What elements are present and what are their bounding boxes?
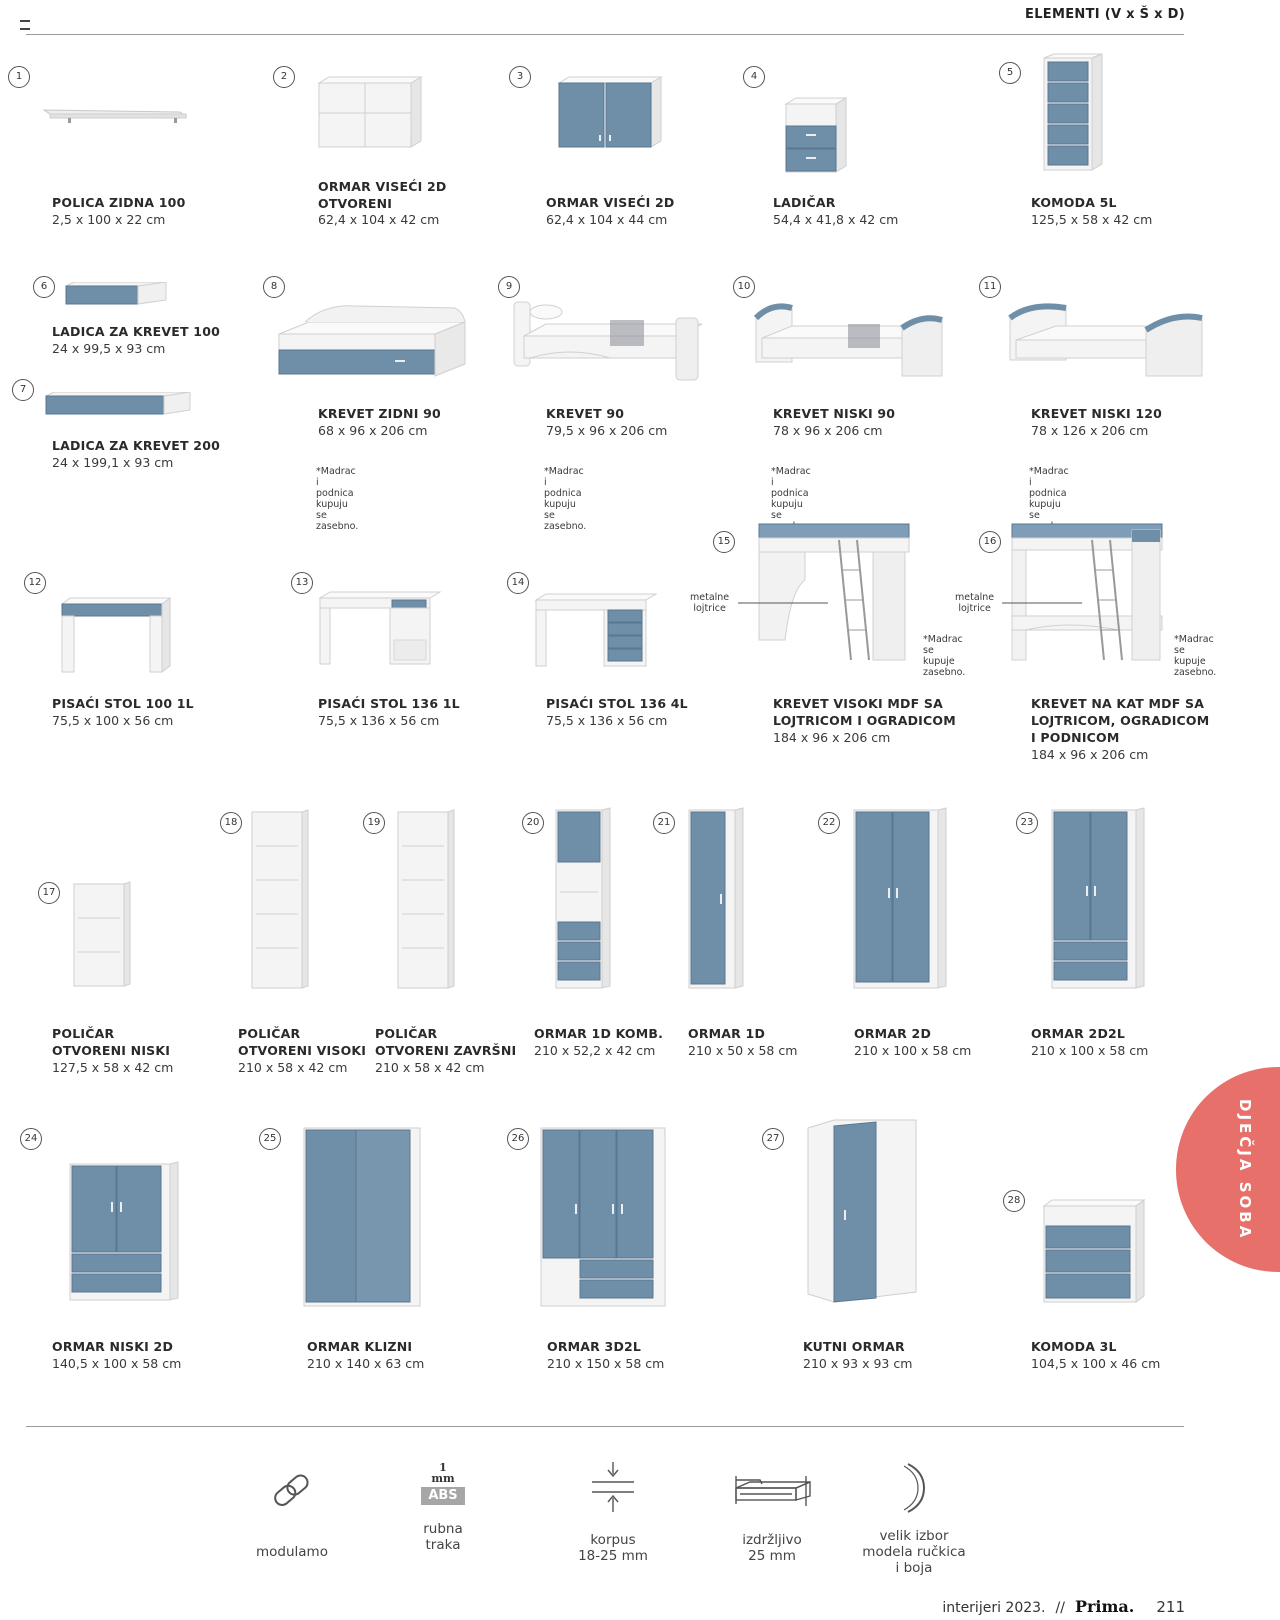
item-number: 12 xyxy=(24,572,46,594)
product-note: zasebno. xyxy=(1174,667,1217,678)
product-name: ORMAR 2D xyxy=(854,1026,932,1041)
product-dimensions: 24 x 99,5 x 93 cm xyxy=(52,341,166,356)
product-name: LADICA ZA KREVET 200 xyxy=(52,438,220,453)
page-footer xyxy=(942,1597,1185,1616)
page-title: ELEMENTI (V x Š x D) xyxy=(1025,7,1185,22)
product-dimensions: 54,4 x 41,8 x 42 cm xyxy=(773,212,899,227)
ladder-callout: lojtrice xyxy=(958,603,991,614)
product-dimensions: 24 x 199,1 x 93 cm xyxy=(52,455,174,470)
product-name: OTVORENI VISOKI xyxy=(238,1043,367,1058)
product-note: kupuju se zasebno. xyxy=(316,499,359,532)
wardrobe-3d2l-illustration xyxy=(537,1124,673,1312)
product-dimensions: 125,5 x 58 x 42 cm xyxy=(1031,212,1153,227)
item-number: 17 xyxy=(38,882,60,904)
product-note: *Madrac xyxy=(923,634,963,645)
item-number: 6 xyxy=(33,276,55,298)
item-number: 24 xyxy=(20,1128,42,1150)
product-note: *Madrac i podnica xyxy=(1029,466,1069,499)
low-wardrobe-2d-illustration xyxy=(66,1160,182,1306)
product-dimensions: 104,5 x 100 x 46 cm xyxy=(1031,1356,1161,1371)
abs-edge-thickness: 1 xyxy=(439,1461,447,1474)
feature-label: izdržljivo xyxy=(742,1532,802,1548)
product-dimensions: 75,5 x 136 x 56 cm xyxy=(318,713,440,728)
item-number: 10 xyxy=(733,276,755,298)
wall-bed-illustration xyxy=(275,300,470,392)
feature-label: velik izbor xyxy=(879,1528,949,1544)
item-number: 2 xyxy=(273,66,295,88)
ladder-callout: metalne xyxy=(955,592,995,603)
product-dimensions: 78 x 126 x 206 cm xyxy=(1031,423,1149,438)
product-dimensions: 210 x 140 x 63 cm xyxy=(307,1356,425,1371)
ladder-callout: lojtrice xyxy=(693,603,726,614)
product-name: ORMAR 2D2L xyxy=(1031,1026,1126,1041)
product-note: kupuju se xyxy=(1029,499,1061,521)
product-dimensions: 68 x 96 x 206 cm xyxy=(318,423,428,438)
link-icon xyxy=(267,1466,317,1516)
item-number: 27 xyxy=(762,1128,784,1150)
bed-drawer-200-illustration xyxy=(42,392,197,418)
product-note: *Madrac i podnica xyxy=(771,466,811,499)
footer-separator: // xyxy=(1055,1600,1065,1616)
product-dimensions: 210 x 93 x 93 cm xyxy=(803,1356,913,1371)
product-dimensions: 62,4 x 104 x 44 cm xyxy=(546,212,668,227)
item-number: 21 xyxy=(653,812,675,834)
ladder-callout: metalne xyxy=(690,592,730,603)
section-tab-line: DJEČJA xyxy=(1236,1099,1254,1174)
product-name: KREVET NISKI 90 xyxy=(773,406,896,421)
product-dimensions: 210 x 58 x 42 cm xyxy=(375,1060,485,1075)
product-name: POLICA ZIDNA 100 xyxy=(52,195,186,210)
product-dimensions: 75,5 x 100 x 56 cm xyxy=(52,713,174,728)
feature-label: traka xyxy=(425,1537,461,1553)
feature-modular xyxy=(236,1466,348,1560)
section-tab-label xyxy=(1198,1095,1258,1245)
product-name: LADICA ZA KREVET 100 xyxy=(52,324,220,339)
bottom-divider xyxy=(26,1426,1184,1427)
combo-wardrobe-1d-illustration xyxy=(552,806,617,994)
product-name: OTVORENI ZAVRŠNI xyxy=(375,1043,517,1058)
product-note: kupuju se zasebno. xyxy=(544,499,587,532)
product-name: ORMAR VISEĆI 2D xyxy=(318,179,447,194)
wall-shelf-illustration xyxy=(40,100,190,130)
product-name: LADIČAR xyxy=(773,195,836,210)
item-number: 14 xyxy=(507,572,529,594)
brand-logo: Prima. xyxy=(1074,1597,1135,1616)
abs-edge-unit: mm xyxy=(431,1472,455,1485)
item-number: 23 xyxy=(1016,812,1038,834)
product-dimensions: 62,4 x 104 x 42 cm xyxy=(318,212,440,227)
open-wall-cabinet-illustration xyxy=(315,75,430,155)
drawer-unit-illustration xyxy=(782,94,862,178)
product-name: POLIČAR xyxy=(52,1026,115,1041)
bunk-bed-illustration xyxy=(1008,520,1178,666)
menu-icon[interactable] xyxy=(20,20,30,30)
product-name: POLIČAR xyxy=(238,1026,301,1041)
item-number: 1 xyxy=(8,66,30,88)
product-note: *Madrac i podnica xyxy=(316,466,356,499)
item-number: 7 xyxy=(12,379,34,401)
product-name: I PODNICOM xyxy=(1031,730,1120,745)
footer-text: interijeri 2023. xyxy=(942,1600,1046,1616)
feature-label: 18-25 mm xyxy=(578,1548,648,1564)
product-name: KREVET NA KAT MDF SA xyxy=(1031,696,1205,711)
product-name: PISAĆI STOL 100 1L xyxy=(52,696,194,711)
item-number: 20 xyxy=(522,812,544,834)
feature-label: rubna xyxy=(423,1521,463,1537)
chest-3-drawers-illustration xyxy=(1040,1198,1152,1308)
product-name: KREVET ZIDNI 90 xyxy=(318,406,441,421)
item-number: 25 xyxy=(259,1128,281,1150)
low-bed-90-illustration xyxy=(752,298,947,386)
product-name: KREVET VISOKI MDF SA xyxy=(773,696,943,711)
product-name: OTVORENI xyxy=(318,196,393,211)
product-dimensions: 184 x 96 x 206 cm xyxy=(773,730,891,745)
item-number: 3 xyxy=(509,66,531,88)
feature-label: 25 mm xyxy=(748,1548,796,1564)
bed-90-illustration xyxy=(510,298,710,390)
item-number: 26 xyxy=(507,1128,529,1150)
product-dimensions: 210 x 50 x 58 cm xyxy=(688,1043,798,1058)
item-number: 18 xyxy=(220,812,242,834)
feature-body xyxy=(563,1460,663,1564)
product-note: se kupuje xyxy=(1174,645,1206,667)
product-note: kupuju se xyxy=(771,499,803,521)
page-number: 211 xyxy=(1156,1598,1185,1616)
item-number: 15 xyxy=(713,531,735,553)
item-number: 28 xyxy=(1003,1190,1025,1212)
item-number: 9 xyxy=(498,276,520,298)
product-name: KOMODA 5L xyxy=(1031,195,1117,210)
product-name: PISAĆI STOL 136 4L xyxy=(546,696,688,711)
product-name: KOMODA 3L xyxy=(1031,1339,1117,1354)
product-dimensions: 210 x 58 x 42 cm xyxy=(238,1060,348,1075)
wardrobe-2d2l-illustration xyxy=(1048,806,1148,994)
wall-cabinet-illustration xyxy=(555,75,670,155)
product-dimensions: 210 x 100 x 58 cm xyxy=(854,1043,972,1058)
feature-label: korpus xyxy=(590,1532,636,1548)
product-name: KUTNI ORMAR xyxy=(803,1339,905,1354)
end-open-shelf-illustration xyxy=(394,808,459,994)
product-name: LOJTRICOM, OGRADICOM xyxy=(1031,713,1210,728)
product-name: OTVORENI NISKI xyxy=(52,1043,171,1058)
item-number: 5 xyxy=(999,62,1021,84)
product-name: KREVET NISKI 120 xyxy=(1031,406,1163,421)
low-open-shelf-illustration xyxy=(70,880,135,992)
product-dimensions: 79,5 x 96 x 206 cm xyxy=(546,423,668,438)
item-number: 13 xyxy=(291,572,313,594)
product-note: se kupuje xyxy=(923,645,955,667)
feature-durable xyxy=(722,1466,822,1564)
section-tab-line: SOBA xyxy=(1236,1182,1254,1241)
product-name: ORMAR 1D KOMB. xyxy=(534,1026,664,1041)
item-number: 8 xyxy=(263,276,285,298)
item-number: 4 xyxy=(743,66,765,88)
product-dimensions: 75,5 x 136 x 56 cm xyxy=(546,713,668,728)
desk-136-4l-illustration xyxy=(532,590,662,674)
bed-icon xyxy=(730,1466,814,1510)
abs-edge-icon xyxy=(421,1462,465,1505)
product-dimensions: 78 x 96 x 206 cm xyxy=(773,423,883,438)
product-name: KREVET 90 xyxy=(546,406,625,421)
product-name: LOJTRICOM I OGRADICOM xyxy=(773,713,956,728)
low-bed-120-illustration xyxy=(1006,298,1206,386)
product-note: *Madrac xyxy=(1174,634,1214,645)
product-name: ORMAR 3D2L xyxy=(547,1339,642,1354)
corner-wardrobe-illustration xyxy=(804,1118,924,1308)
feature-label: modulamo xyxy=(256,1544,328,1560)
product-name: ORMAR NISKI 2D xyxy=(52,1339,174,1354)
product-name: ORMAR 1D xyxy=(688,1026,766,1041)
wardrobe-1d-illustration xyxy=(685,806,750,994)
feature-handles xyxy=(858,1460,970,1576)
desk-100-1l-illustration xyxy=(58,594,178,678)
feature-edge xyxy=(398,1462,488,1553)
wardrobe-2d-illustration xyxy=(850,806,950,994)
product-name: ORMAR KLIZNI xyxy=(307,1339,413,1354)
item-number: 16 xyxy=(979,531,1001,553)
product-dimensions: 210 x 150 x 58 cm xyxy=(547,1356,665,1371)
product-name: ORMAR VISEĆI 2D xyxy=(546,195,675,210)
product-dimensions: 127,5 x 58 x 42 cm xyxy=(52,1060,174,1075)
bed-drawer-100-illustration xyxy=(62,282,172,308)
product-dimensions: 210 x 100 x 58 cm xyxy=(1031,1043,1149,1058)
product-note: zasebno. xyxy=(923,667,966,678)
feature-label: i boja xyxy=(895,1560,933,1576)
sliding-wardrobe-illustration xyxy=(300,1124,430,1312)
item-number: 11 xyxy=(979,276,1001,298)
callout-line xyxy=(738,600,828,606)
product-dimensions: 2,5 x 100 x 22 cm xyxy=(52,212,166,227)
callout-line xyxy=(1002,600,1082,606)
item-number: 22 xyxy=(818,812,840,834)
handle-icon xyxy=(894,1460,934,1516)
feature-label: modela ručkica xyxy=(862,1544,966,1560)
product-dimensions: 210 x 52,2 x 42 cm xyxy=(534,1043,656,1058)
loft-bed-illustration xyxy=(755,520,925,666)
desk-136-1l-illustration xyxy=(316,588,446,670)
tall-open-shelf-illustration xyxy=(248,808,313,994)
abs-edge-badge: ABS xyxy=(421,1487,465,1505)
thickness-icon xyxy=(588,1460,638,1516)
chest-5-drawers-illustration xyxy=(1040,52,1115,174)
product-name: POLIČAR xyxy=(375,1026,438,1041)
product-dimensions: 140,5 x 100 x 58 cm xyxy=(52,1356,182,1371)
product-dimensions: 184 x 96 x 206 cm xyxy=(1031,747,1149,762)
product-name: PISAĆI STOL 136 1L xyxy=(318,696,460,711)
top-divider xyxy=(26,34,1184,35)
product-note: *Madrac i podnica xyxy=(544,466,584,499)
item-number: 19 xyxy=(363,812,385,834)
